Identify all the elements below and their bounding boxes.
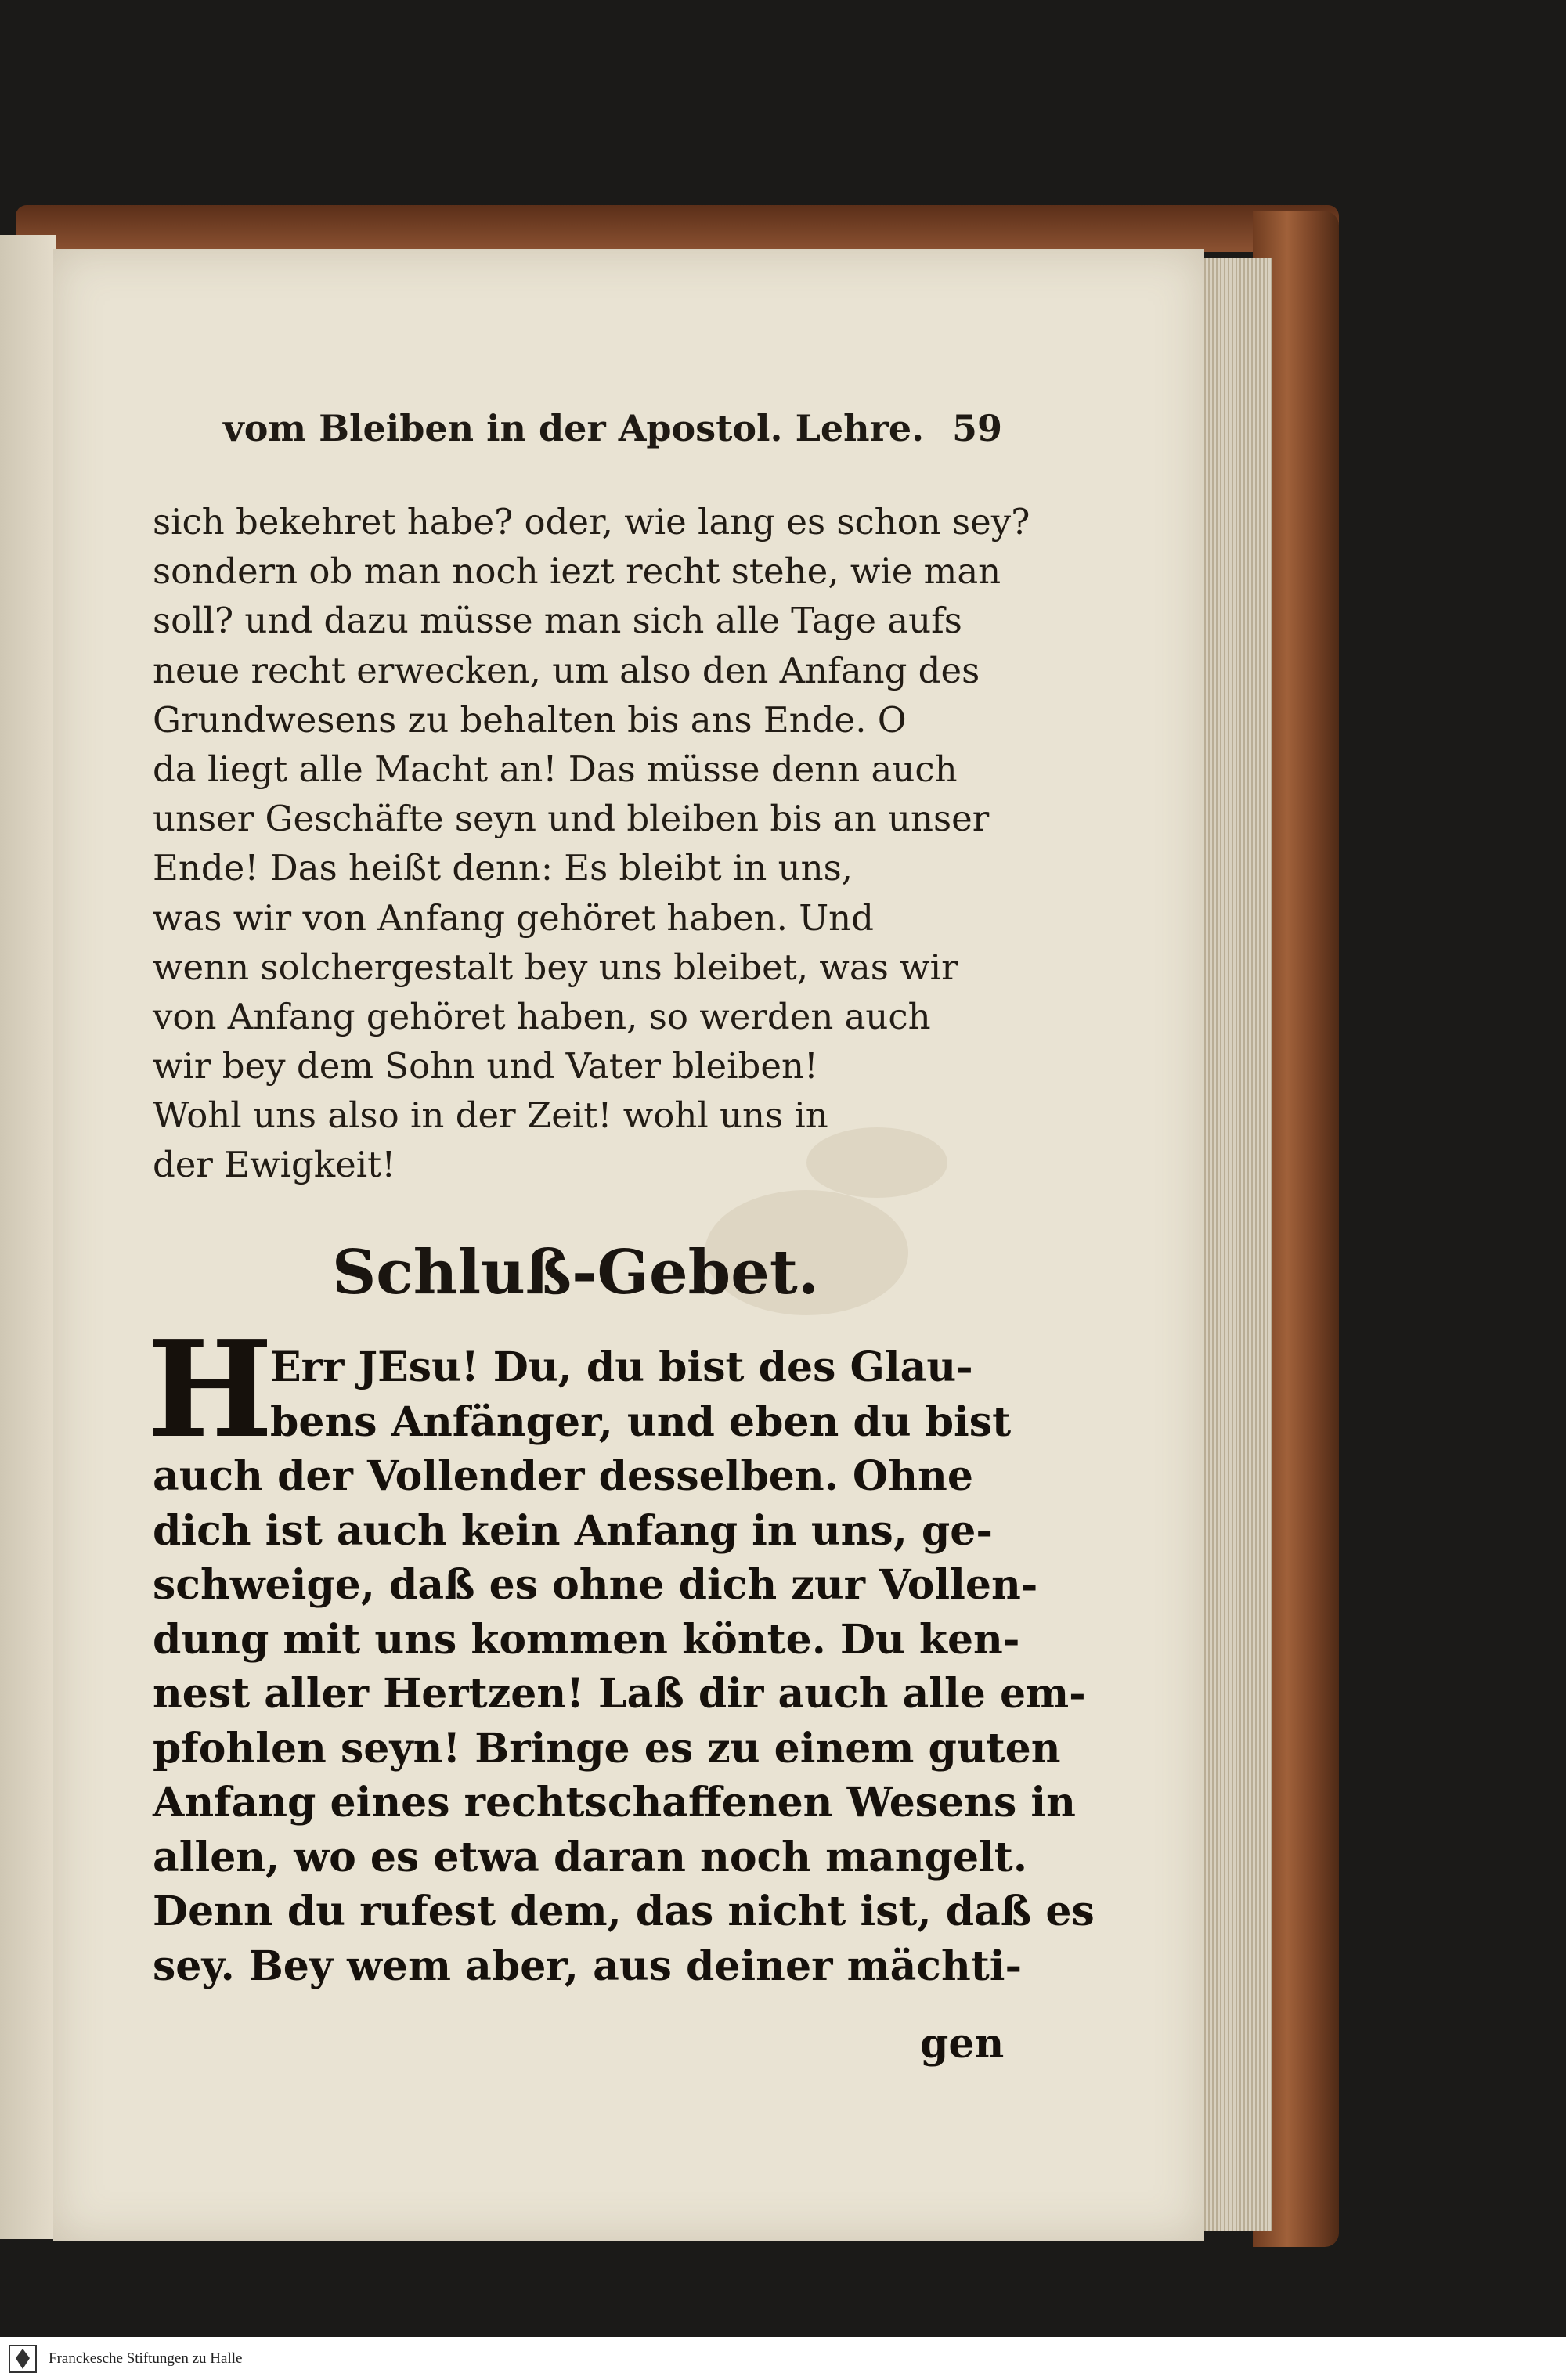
prayer-line: dung mit uns kommen könte. Du ken- bbox=[153, 1615, 1020, 1664]
prayer-line: schweige, daß es ohne dich zur Vollen- bbox=[153, 1561, 1038, 1609]
prayer-line: pfohlen seyn! Bringe es zu einem guten bbox=[153, 1724, 1061, 1772]
prayer-line: Anfang eines rechtschaffenen Wesens in bbox=[153, 1779, 1076, 1826]
prayer-text bbox=[153, 1340, 1095, 1993]
text-line: der Ewigkeit! bbox=[153, 1144, 396, 1186]
prayer-line: nest aller Hertzen! Laß dir auch alle em- bbox=[153, 1670, 1086, 1718]
prayer-line: dich ist auch kein Anfang in uns, ge- bbox=[153, 1506, 993, 1555]
text-line: Ende! Das heißt denn: Es bleibt in uns, bbox=[153, 847, 853, 889]
prayer-line: Err JEsu! Du, du bist des Glau- bbox=[270, 1343, 973, 1391]
prayer-line: Denn du rufest dem, das nicht ist, daß es bbox=[153, 1888, 1095, 1935]
prayer-line: auch der Vollender desselben. Ohne bbox=[153, 1452, 973, 1500]
text-line: da liegt alle Macht an! Das müsse denn auch bbox=[153, 748, 958, 790]
institution-logo-icon bbox=[6, 2342, 39, 2375]
text-line: neue recht erwecken, um also den Anfang des bbox=[153, 649, 980, 691]
prayer-line: allen, wo es etwa daran noch mangelt. bbox=[153, 1833, 1027, 1881]
text-line: Grundwesens zu behalten bis ans Ende. O bbox=[153, 698, 907, 741]
text-line: sich bekehret habe? oder, wie lang es schon sey? bbox=[153, 501, 1030, 543]
page-number: 59 bbox=[951, 407, 1002, 449]
text-line: was wir von Anfang gehöret haben. Und bbox=[153, 896, 874, 939]
prayer-line: bens Anfänger, und eben du bist bbox=[270, 1397, 1012, 1446]
running-header bbox=[223, 407, 1002, 462]
book-cover-top-edge bbox=[16, 205, 1339, 252]
running-title: vom Bleiben in der Apostol. Lehre. bbox=[223, 407, 925, 449]
text-line: unser Geschäfte seyn und bleiben bis an unser bbox=[153, 798, 990, 840]
text-line: sondern ob man noch iezt recht stehe, wie man bbox=[153, 550, 1001, 593]
section-heading: Schluß-Gebet. bbox=[331, 1237, 820, 1308]
text-line: soll? und dazu müsse man sich alle Tage aufs bbox=[153, 600, 962, 642]
body-text bbox=[153, 497, 1030, 1190]
text-line: wenn solchergestalt bey uns bleibet, was wir bbox=[153, 946, 958, 988]
text-line: von Anfang gehöret haben, so werden auch bbox=[153, 995, 931, 1037]
left-page-edge bbox=[0, 235, 56, 2239]
text-line: Wohl uns also in der Zeit! wohl uns in bbox=[153, 1094, 828, 1137]
text-line: wir bey dem Sohn und Vater bleiben! bbox=[153, 1045, 819, 1087]
footer-bar bbox=[0, 2337, 1566, 2380]
institution-name[interactable]: Franckesche Stiftungen zu Halle bbox=[49, 2349, 243, 2367]
drop-cap: H bbox=[147, 1311, 273, 1468]
prayer-line: sey. Bey wem aber, aus deiner mächti- bbox=[153, 1942, 1023, 1990]
catchword: gen bbox=[920, 2020, 1005, 2068]
